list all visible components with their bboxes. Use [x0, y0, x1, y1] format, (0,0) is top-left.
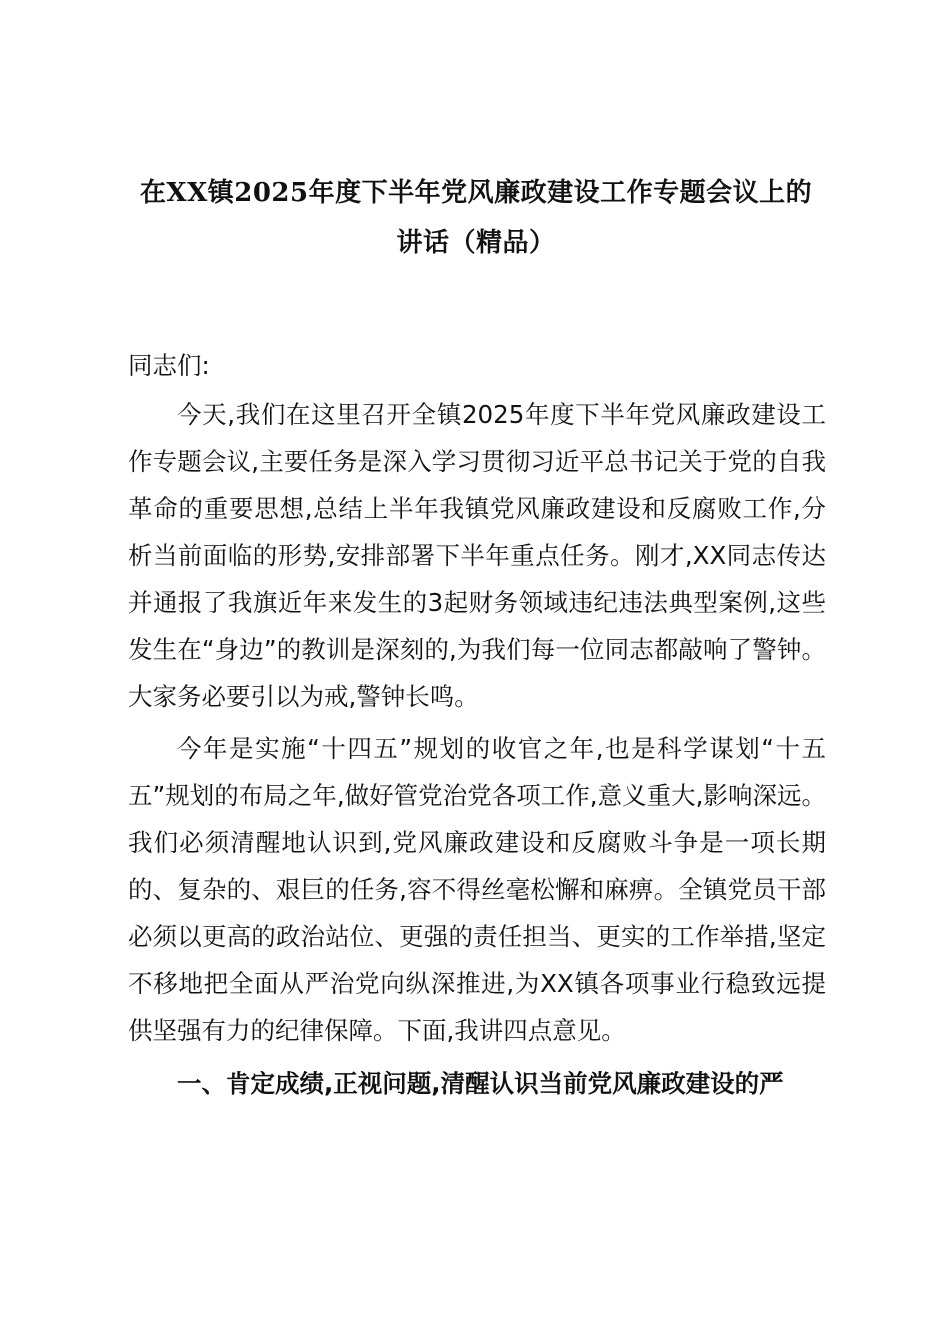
section-heading: 一、肯定成绩,正视问题,清醒认识当前党风廉政建设的严	[177, 1069, 784, 1098]
document-title: 在XX镇2025年度下半年党风廉政建设工作专题会议上的讲话（精品）	[139, 178, 813, 258]
paragraph: 今天,我们在这里召开全镇2025年度下半年党风廉政建设工作专题会议,主要任务是深入学习贯彻习近平总书记关于党的自我革命的重要思想,总结上半年我镇党风廉政建设和反腐败工作,分析当前面临的形势,安排部署下半年重点任务。刚才,XX同志传达并通报了我旗近年来发生的3起财务领域违纪违法典型案例,这些发生在“身边”的教训是深刻的,为我们每一位同志都敲响了警钟。大家务必要引以为戒,警钟长鸣。	[128, 400, 826, 711]
paragraph: 今年是实施“十四五”规划的收官之年,也是科学谋划“十五五”规划的布局之年,做好管党治党各项工作,意义重大,影响深远。我们必须清醒地认识到,党风廉政建设和反腐败斗争是一项长期的、复杂的、艰巨的任务,容不得丝毫松懈和麻痹。全镇党员干部必须以更高的政治站位、更强的责任担当、更实的工作举措,坚定不移地把全面从严治党向纵深推进,为XX镇各项事业行稳致远提供坚强有力的纪律保障。下面,我讲四点意见。	[128, 734, 826, 1045]
salutation: 同志们:	[128, 351, 210, 380]
document-body	[128, 342, 826, 1107]
